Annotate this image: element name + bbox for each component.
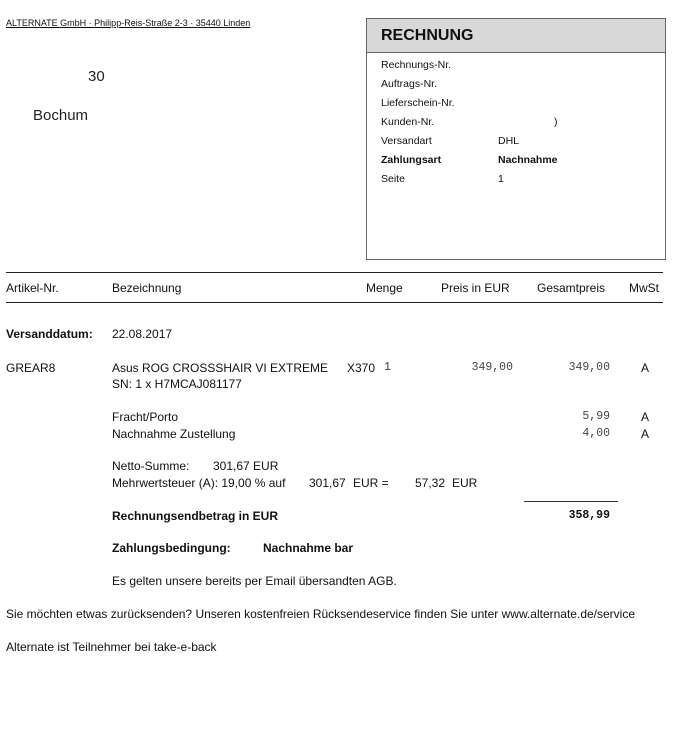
invoice-row bbox=[381, 97, 661, 113]
header-bezeichnung: Bezeichnung bbox=[112, 281, 182, 295]
extra-amount: 4,00 bbox=[582, 427, 610, 440]
mwst-base: 301,67 bbox=[309, 476, 346, 490]
header-preis: Preis in EUR bbox=[441, 281, 510, 295]
extra-label: Fracht/Porto bbox=[112, 410, 179, 424]
item-mwst: A bbox=[641, 361, 650, 375]
invoice-row-value: 1 bbox=[498, 173, 504, 185]
invoice-row-label: Auftrags-Nr. bbox=[381, 78, 438, 90]
table-top-rule bbox=[6, 272, 663, 273]
recipient-street-fragment: 30 bbox=[88, 68, 105, 85]
header-artikel: Artikel-Nr. bbox=[6, 281, 59, 295]
versanddatum-label: Versanddatum: bbox=[6, 327, 93, 341]
invoice-row-value: Nachnahme bbox=[498, 154, 558, 166]
header-menge: Menge bbox=[366, 281, 403, 295]
netto-label: Netto-Summe: bbox=[112, 459, 190, 473]
versanddatum-value: 22.08.2017 bbox=[112, 327, 173, 341]
extra-amount: 5,99 bbox=[582, 410, 610, 423]
item-name: Asus ROG CROSSSHAIR VI EXTREME bbox=[112, 361, 329, 375]
mwst-unit: EUR bbox=[452, 476, 478, 490]
invoice-row-label: Seite bbox=[381, 173, 405, 185]
netto-value: 301,67 EUR bbox=[213, 459, 279, 473]
invoice-row bbox=[381, 59, 661, 75]
item-gesamt: 349,00 bbox=[568, 361, 610, 374]
header-mwst: MwSt bbox=[629, 281, 659, 295]
extra-mwst: A bbox=[641, 410, 650, 424]
invoice-row bbox=[381, 116, 661, 132]
invoice-row-value: DHL bbox=[498, 135, 520, 147]
extra-mwst: A bbox=[641, 427, 650, 441]
mwst-value: 57,32 bbox=[415, 476, 446, 490]
item-preis: 349,00 bbox=[471, 361, 513, 374]
invoice-row bbox=[381, 78, 661, 94]
item-menge: 1 bbox=[384, 361, 391, 374]
invoice-row-value: ) bbox=[554, 116, 558, 128]
invoice-title: RECHNUNG bbox=[367, 19, 665, 53]
agb-note: Es gelten unsere bereits per Email übersandten AGB. bbox=[112, 574, 397, 588]
invoice-row bbox=[381, 173, 661, 189]
payment-value: Nachnahme bar bbox=[263, 541, 354, 555]
invoice-row bbox=[381, 135, 661, 151]
invoice-row bbox=[381, 154, 661, 170]
invoice-row-label: Rechnungs-Nr. bbox=[381, 59, 452, 71]
invoice-info-box bbox=[366, 18, 666, 260]
take-back-note: Alternate ist Teilnehmer bei take-e-back bbox=[6, 640, 217, 654]
payment-label: Zahlungsbedingung: bbox=[112, 541, 231, 555]
invoice-row-label: Versandart bbox=[381, 135, 432, 147]
mwst-eq: EUR = bbox=[353, 476, 389, 490]
invoice-row-label: Kunden-Nr. bbox=[381, 116, 435, 128]
total-rule bbox=[524, 501, 618, 502]
item-serial: SN: 1 x H7MCAJ081177 bbox=[112, 377, 242, 391]
total-value: 358,99 bbox=[568, 509, 610, 522]
mwst-label: Mehrwertsteuer (A): 19,00 % auf bbox=[112, 476, 286, 490]
recipient-city-fragment: Bochum bbox=[33, 107, 89, 124]
header-gesamt: Gesamtpreis bbox=[537, 281, 606, 295]
total-label: Rechnungsendbetrag in EUR bbox=[112, 509, 279, 523]
extra-label: Nachnahme Zustellung bbox=[112, 427, 236, 441]
invoice-row-label: Lieferschein-Nr. bbox=[381, 97, 455, 109]
item-artikel-nr: GREAR8 bbox=[6, 361, 56, 375]
item-model: X370 bbox=[347, 361, 376, 375]
invoice-row-label: Zahlungsart bbox=[381, 154, 442, 166]
sender-address-line: ALTERNATE GmbH · Philipp-Reis-Straße 2-3 · 35440 Linden bbox=[6, 18, 251, 28]
return-note: Sie möchten etwas zurücksenden? Unseren kostenfreien Rücksendeservice finden Sie unter www.alternate.de/service bbox=[6, 607, 636, 621]
table-header-rule bbox=[6, 302, 663, 303]
